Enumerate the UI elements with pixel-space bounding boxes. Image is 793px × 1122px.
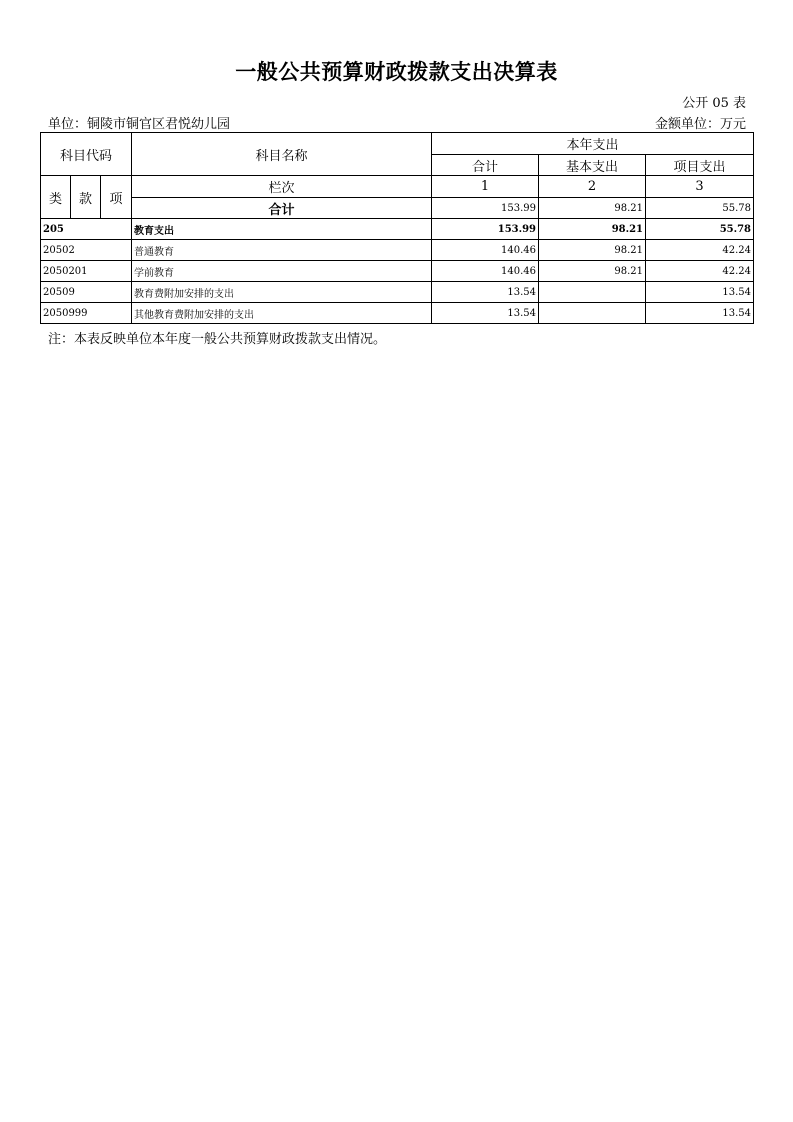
- row-code: 2050201: [41, 261, 132, 282]
- row-total: 13.54: [432, 303, 539, 324]
- header-project-expense: 项目支出: [646, 155, 754, 176]
- row-total: 153.99: [432, 219, 539, 240]
- row-project: 42.24: [646, 240, 754, 261]
- row-name: 普通教育: [132, 240, 432, 261]
- form-number: 公开 05 表: [682, 96, 746, 111]
- page-title: 一般公共预算财政拨款支出决算表: [235, 60, 558, 84]
- row-name: 其他教育费附加安排的支出: [132, 303, 432, 324]
- header-total: 合计: [432, 155, 539, 176]
- table-row: [41, 261, 754, 282]
- total-row-label: 合计: [132, 198, 432, 219]
- header-subject-name: 科目名称: [132, 133, 432, 176]
- row-project: 55.78: [646, 219, 754, 240]
- footnote: 注：本表反映单位本年度一般公共预算财政拨款支出情况。: [48, 332, 387, 347]
- row-code: 20502: [41, 240, 132, 261]
- row-project: 13.54: [646, 282, 754, 303]
- row-project: 42.24: [646, 261, 754, 282]
- header-lei: 类: [41, 176, 71, 219]
- money-unit-label: 金额单位：万元: [654, 117, 746, 132]
- row-code: 20509: [41, 282, 132, 303]
- header-subject-code: 科目代码: [41, 133, 132, 176]
- total-row-project: 55.78: [646, 198, 754, 219]
- row-basic: 98.21: [539, 219, 646, 240]
- row-code: 2050999: [41, 303, 132, 324]
- header-col3: 3: [646, 176, 754, 198]
- total-row-basic: 98.21: [539, 198, 646, 219]
- header-column-seq: 栏次: [132, 176, 432, 198]
- table-row: [41, 219, 754, 240]
- expense-table: [40, 132, 754, 324]
- row-basic: 98.21: [539, 240, 646, 261]
- table-row: [41, 303, 754, 324]
- header-current-year-expense: 本年支出: [432, 133, 754, 155]
- row-project: 13.54: [646, 303, 754, 324]
- header-kuan: 款: [71, 176, 101, 219]
- header-col2: 2: [539, 176, 646, 198]
- row-name: 教育费附加安排的支出: [132, 282, 432, 303]
- table-row: [41, 282, 754, 303]
- table-row: [41, 240, 754, 261]
- header-basic-expense: 基本支出: [539, 155, 646, 176]
- header-xiang: 项: [101, 176, 132, 219]
- row-total: 140.46: [432, 261, 539, 282]
- header-col1: 1: [432, 176, 539, 198]
- row-basic: 98.21: [539, 261, 646, 282]
- total-row: [41, 198, 754, 219]
- row-name: 教育支出: [132, 219, 432, 240]
- row-name: 学前教育: [132, 261, 432, 282]
- total-row-total: 153.99: [432, 198, 539, 219]
- row-total: 140.46: [432, 240, 539, 261]
- row-basic: [539, 303, 646, 324]
- unit-label: 单位：铜陵市铜官区君悦幼儿园: [48, 117, 231, 132]
- row-code: 205: [41, 219, 132, 240]
- row-basic: [539, 282, 646, 303]
- row-total: 13.54: [432, 282, 539, 303]
